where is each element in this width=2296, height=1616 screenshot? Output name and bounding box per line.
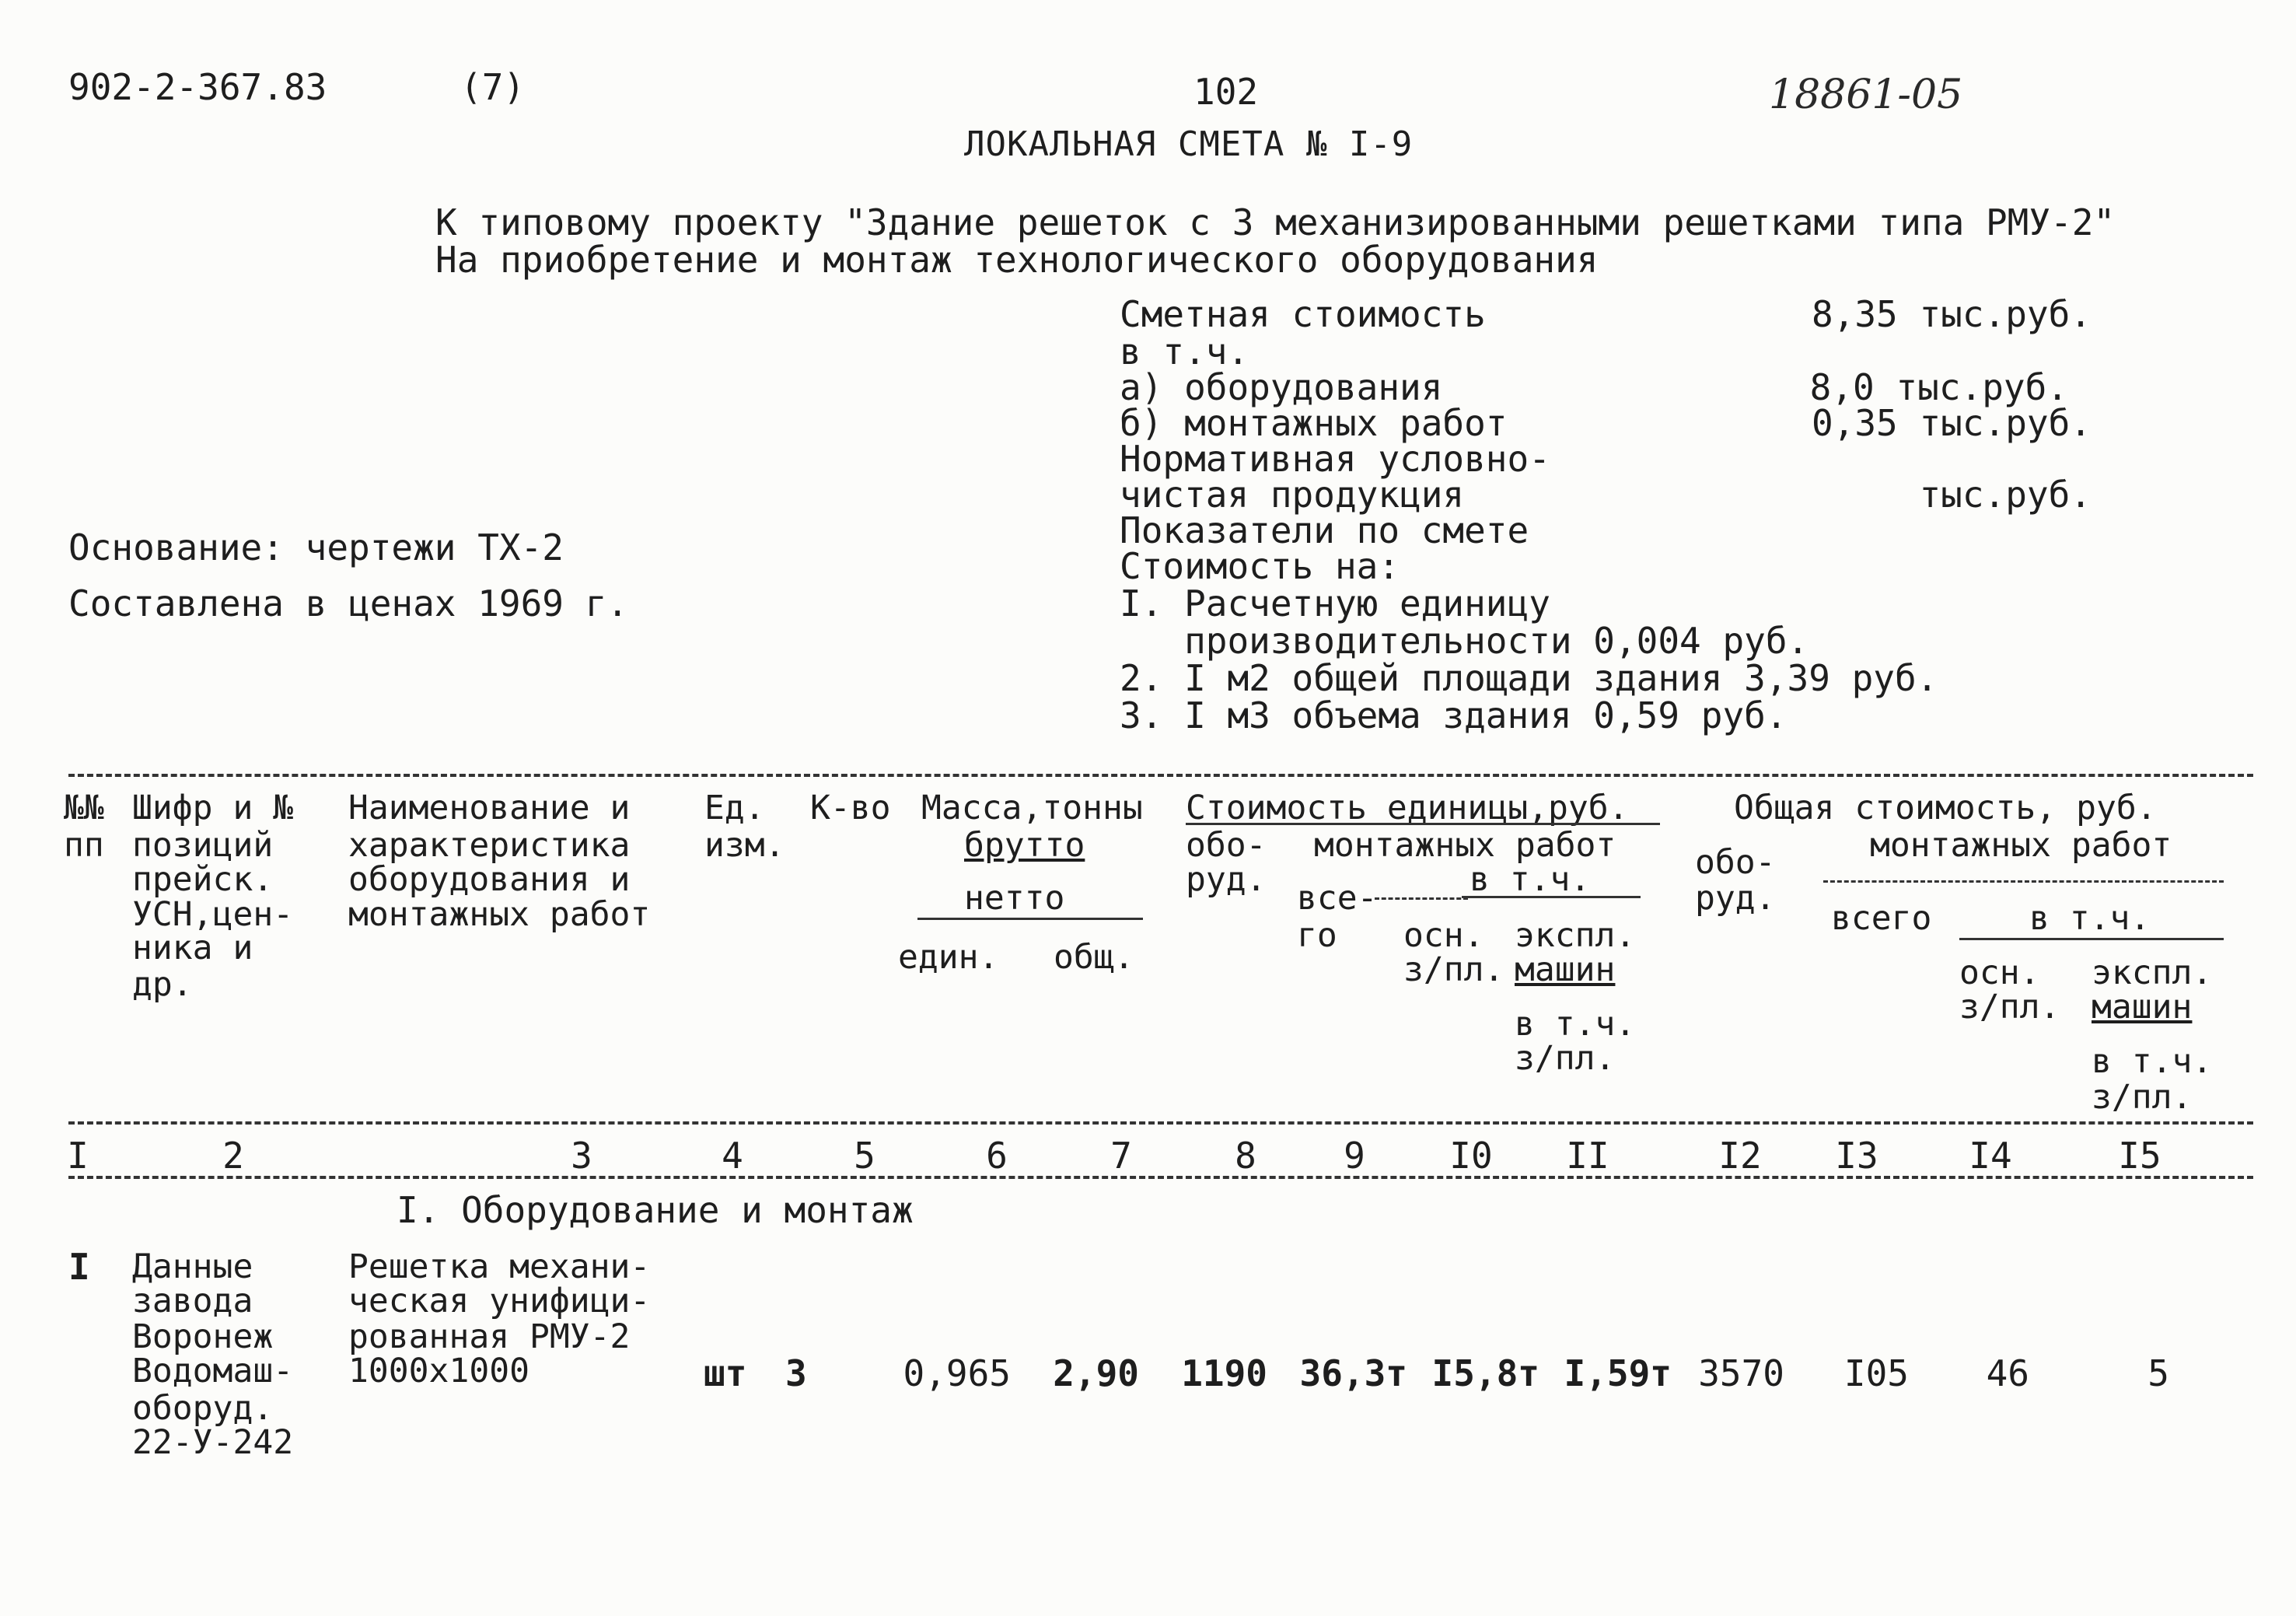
column-number: 4 — [722, 1135, 743, 1177]
header-machines-2: машин — [2092, 988, 2193, 1027]
row-code: Водомаш- — [132, 1352, 294, 1390]
row-number: I — [68, 1246, 90, 1288]
sheet-mark: (7) — [460, 66, 526, 108]
header-rule — [1959, 938, 2224, 940]
column-number: I2 — [1718, 1135, 1762, 1177]
row-code: завода — [132, 1282, 253, 1320]
column-number: 9 — [1344, 1135, 1365, 1177]
header-name: Наименование и — [348, 789, 631, 827]
header-base-pay-2: з/пл. — [1959, 988, 2060, 1027]
header-unit-cost: Стоимость единицы,руб. — [1186, 789, 1629, 827]
column-number: I5 — [2118, 1135, 2161, 1177]
header-equipment: обо- — [1186, 826, 1267, 865]
handwritten-number: 18861-05 — [1769, 72, 1963, 118]
header-code: прейск. — [132, 860, 274, 899]
header-equipment: руд. — [1186, 860, 1267, 899]
column-number: 8 — [1235, 1135, 1256, 1177]
header-machines-2: экспл. — [2092, 953, 2213, 992]
row-mass-unit: 0,965 — [903, 1352, 1011, 1394]
header-incl-pay: з/пл. — [1515, 1039, 1616, 1078]
summary-label: чистая продукция — [1120, 474, 1465, 516]
header-incl-pay: в т.ч. — [1515, 1005, 1636, 1044]
summary-label: Сметная стоимость — [1120, 293, 1486, 335]
row-machines-2: 5 — [2147, 1352, 2169, 1394]
project-line-1: К типовому проекту "Здание решеток с 3 механизированными решетками типа РМУ-2" — [435, 201, 2116, 243]
project-line-2: На приобретение и монтаж технологического оборудования — [435, 239, 1599, 281]
summary-label: Стоимость на: — [1120, 545, 1400, 587]
header-mounting-works: монтажных работ — [1314, 826, 1616, 865]
row-equipment-cost: 1190 — [1181, 1352, 1267, 1394]
header-equipment-2: руд. — [1695, 879, 1776, 918]
header-mass-unit: един. — [898, 938, 999, 977]
header-base-pay-2: осн. — [1959, 953, 2040, 992]
header-rule — [1375, 897, 1468, 900]
header-code: Шифр и № — [132, 789, 294, 827]
row-name: ческая унифици- — [348, 1282, 651, 1320]
header-unit: Ед. — [704, 789, 765, 827]
header-mass: Масса,тонны — [921, 789, 1143, 827]
row-base-pay-2: 46 — [1986, 1352, 2029, 1394]
header-name: характеристика — [348, 826, 631, 865]
header-all-2: всего — [1831, 899, 1932, 938]
summary-label: I. Расчетную единицу — [1120, 582, 1550, 624]
header-number: №№ — [64, 789, 104, 827]
header-code: ника и — [132, 929, 253, 967]
row-code: 22-У-242 — [132, 1423, 294, 1462]
header-name: монтажных работ — [348, 895, 651, 934]
header-equipment-2: обо- — [1695, 843, 1776, 882]
column-number: 2 — [222, 1135, 244, 1177]
column-number: I4 — [1969, 1135, 2012, 1177]
header-code: УСН,цен- — [132, 895, 294, 934]
row-name: Решетка механи- — [348, 1247, 651, 1286]
header-base-pay: осн. — [1403, 916, 1484, 955]
table-top-rule — [68, 774, 2253, 777]
header-rule — [917, 918, 1143, 920]
basis-line: Составлена в ценах 1969 г. — [68, 582, 629, 624]
header-code: позиций — [132, 826, 274, 865]
summary-label: 3. I м3 объема здания 0,59 руб. — [1120, 694, 1788, 736]
header-unit: изм. — [704, 826, 785, 865]
row-mounting-total: 36,3т — [1299, 1352, 1407, 1394]
header-incl-pay-2: в т.ч. — [2092, 1042, 2213, 1081]
header-rule — [1186, 823, 1660, 825]
header-name: оборудования и — [348, 860, 631, 899]
row-name: рованная РМУ-2 — [348, 1317, 631, 1356]
header-rule — [1823, 880, 2224, 883]
header-mass-netto: нетто — [964, 879, 1065, 918]
basis-line: Основание: чертежи ТХ-2 — [68, 526, 564, 568]
header-base-pay: з/пл. — [1403, 950, 1504, 989]
row-code: Воронеж — [132, 1317, 274, 1356]
page-number: 102 — [1193, 71, 1259, 113]
column-number: I — [67, 1135, 89, 1177]
column-number: I3 — [1835, 1135, 1878, 1177]
row-base-pay: I5,8т — [1431, 1352, 1539, 1394]
column-number: II — [1566, 1135, 1609, 1177]
column-numbers-top-rule — [68, 1121, 2253, 1125]
summary-label: производительности 0,004 руб. — [1120, 620, 1809, 662]
summary-value: 8,35 тыс.руб. — [1811, 293, 2092, 335]
row-equipment-total: 3570 — [1698, 1352, 1784, 1394]
header-all: го — [1297, 916, 1337, 955]
header-incl-2: в т.ч. — [2029, 899, 2151, 938]
document-title: ЛОКАЛЬНАЯ СМЕТА № I-9 — [964, 124, 1414, 164]
row-mounting-total-2: I05 — [1843, 1352, 1909, 1394]
column-numbers-bottom-rule — [68, 1176, 2253, 1179]
summary-label: в т.ч. — [1120, 331, 1249, 373]
row-quantity: 3 — [785, 1352, 807, 1394]
header-machines: машин — [1515, 950, 1616, 989]
column-number: 6 — [986, 1135, 1008, 1177]
header-machines: экспл. — [1515, 916, 1636, 955]
row-code: оборуд. — [132, 1389, 274, 1428]
header-incl: в т.ч. — [1470, 860, 1591, 899]
summary-label: 2. I м2 общей площади здания 3,39 руб. — [1120, 657, 1938, 699]
header-incl-pay-2: з/пл. — [2092, 1078, 2193, 1117]
header-rule — [1462, 896, 1641, 898]
summary-label: Нормативная условно- — [1120, 438, 1550, 480]
row-unit: шт — [704, 1352, 747, 1394]
summary-value: 8,0 тыс.руб. — [1809, 366, 2068, 408]
row-name: 1000х1000 — [348, 1352, 529, 1390]
column-number: 5 — [854, 1135, 875, 1177]
row-mass-total: 2,90 — [1053, 1352, 1139, 1394]
column-number: 3 — [571, 1135, 592, 1177]
header-mounting-works-2: монтажных работ — [1870, 826, 2172, 865]
header-all: все- — [1297, 879, 1378, 918]
summary-label: б) монтажных работ — [1120, 402, 1508, 444]
header-mass-total: общ. — [1054, 938, 1134, 977]
row-code: Данные — [132, 1247, 253, 1286]
header-quantity: К-во — [810, 789, 891, 827]
summary-value: 0,35 тыс.руб. — [1811, 402, 2092, 444]
summary-label: Показатели по смете — [1120, 509, 1529, 551]
column-number: 7 — [1110, 1135, 1132, 1177]
header-code: др. — [132, 965, 193, 1004]
row-machines: I,59т — [1564, 1352, 1672, 1394]
header-total-cost: Общая стоимость, руб. — [1734, 789, 2157, 827]
column-number: I0 — [1449, 1135, 1493, 1177]
header-mass-brutto: брутто — [964, 826, 1085, 865]
header-number: пп — [64, 826, 104, 865]
summary-label: а) оборудования — [1120, 366, 1443, 408]
summary-value: тыс.руб. — [1919, 474, 2092, 516]
section-title: I. Оборудование и монтаж — [397, 1189, 914, 1231]
document-code: 902-2-367.83 — [68, 66, 327, 108]
